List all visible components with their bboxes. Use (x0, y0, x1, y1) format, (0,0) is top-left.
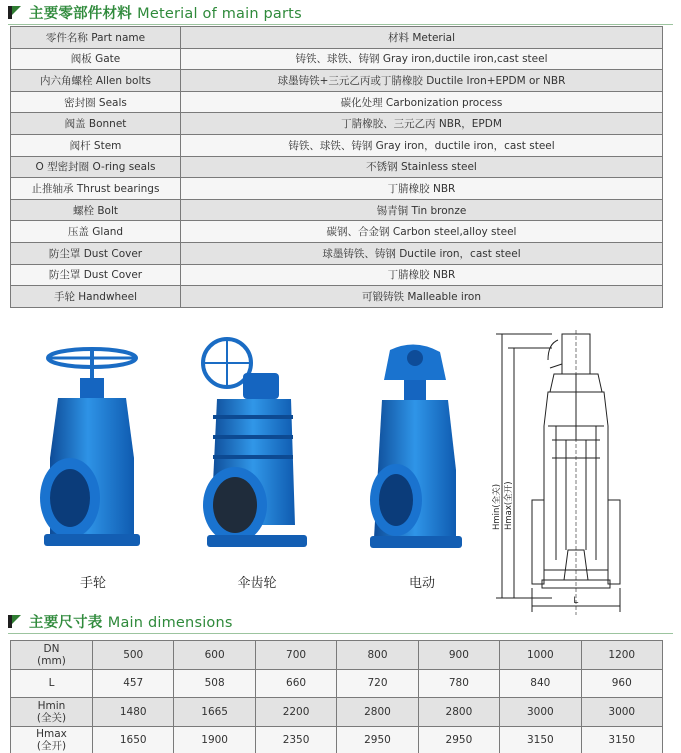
dimension-value-cell: 1480 (93, 698, 174, 727)
dimension-value-cell: 720 (337, 669, 418, 698)
table-header-row (11, 27, 663, 49)
material-cell: 丁腈橡胶 NBR (181, 178, 663, 200)
section-title-cn: 主要尺寸表 (29, 614, 103, 631)
material-cell: 丁腈橡胶、三元乙丙 NBR，EPDM (181, 113, 663, 135)
table-row (11, 199, 663, 221)
dimension-value-cell: 2350 (255, 726, 336, 753)
caption-bevel-gear: 伞齿轮 (237, 576, 277, 591)
section-divider (8, 24, 673, 25)
electric-valve-photo (360, 340, 470, 565)
material-cell: 碳化处理 Carbonization process (181, 91, 663, 113)
table-row (11, 669, 663, 698)
section-marker-icon (8, 615, 21, 628)
material-cell: 球墨铸铁、铸钢 Ductile iron，cast steel (181, 242, 663, 264)
material-cell: 丁腈橡胶 NBR (181, 264, 663, 286)
table-row (11, 264, 663, 286)
dimension-value-cell: 3150 (581, 726, 662, 753)
table-row (11, 641, 663, 670)
table-row (11, 70, 663, 92)
table-row (11, 156, 663, 178)
valve-technical-drawing (492, 330, 640, 615)
dimension-value-cell: 2800 (418, 698, 499, 727)
dimension-value-cell: 600 (174, 641, 255, 670)
table-row (11, 48, 663, 70)
handwheel-valve-photo (30, 338, 150, 563)
part-name-cell: 压盖 Gland (11, 221, 181, 243)
dimension-label-cell: L (11, 669, 93, 698)
dimension-value-cell: 960 (581, 669, 662, 698)
dimension-value-cell: 1200 (581, 641, 662, 670)
material-cell: 球墨铸铁+三元乙丙或丁腈橡胶 Ductile Iron+EPDM or NBR (181, 70, 663, 92)
dimension-value-cell: 2200 (255, 698, 336, 727)
dimension-value-cell: 508 (174, 669, 255, 698)
dimension-value-cell: 3000 (500, 698, 581, 727)
part-name-cell: 手轮 Handwheel (11, 286, 181, 308)
header-part: 零件名称 Part name (11, 27, 181, 49)
bevel-gear-valve-photo (195, 335, 315, 565)
part-name-cell: 内六角螺栓 Allen bolts (11, 70, 181, 92)
table-row (11, 242, 663, 264)
section-title-cn: 主要零部件材料 (29, 5, 132, 22)
dimension-value-cell: 2800 (337, 698, 418, 727)
part-name-cell: 密封圈 Seals (11, 91, 181, 113)
part-name-cell: 止推轴承 Thrust bearings (11, 178, 181, 200)
part-name-cell: 螺栓 Bolt (11, 199, 181, 221)
caption-handwheel: 手轮 (79, 576, 106, 591)
section-title-en: Meterial of main parts (137, 5, 302, 22)
part-name-cell: 阀杆 Stem (11, 134, 181, 156)
material-cell: 锡青铜 Tin bronze (181, 199, 663, 221)
dimension-value-cell: 660 (255, 669, 336, 698)
caption-electric: 电动 (408, 576, 435, 591)
dimension-value-cell: 1900 (174, 726, 255, 753)
section-title-materials (8, 2, 302, 22)
dimension-value-cell: 840 (500, 669, 581, 698)
dimension-value-cell: 900 (418, 641, 499, 670)
material-cell: 碳钢、合金钢 Carbon steel,alloy steel (181, 221, 663, 243)
part-name-cell: O 型密封圈 O-ring seals (11, 156, 181, 178)
dimension-value-cell: 800 (337, 641, 418, 670)
part-name-cell: 防尘罩 Dust Cover (11, 264, 181, 286)
material-cell: 可锻铸铁 Malleable iron (181, 286, 663, 308)
material-cell: 铸铁、球铁、铸钢 Gray iron，ductile iron，cast steel (181, 134, 663, 156)
dimension-label-cell: DN (mm) (11, 641, 93, 670)
table-row (11, 286, 663, 308)
dimension-value-cell: 1000 (500, 641, 581, 670)
table-row (11, 698, 663, 727)
part-name-cell: 阀板 Gate (11, 48, 181, 70)
dimension-value-cell: 2950 (337, 726, 418, 753)
drawing-hmin-label: Hmin(全关) (492, 483, 502, 530)
dimension-value-cell: 2950 (418, 726, 499, 753)
header-material: 材料 Meterial (181, 27, 663, 49)
dimension-value-cell: 1650 (93, 726, 174, 753)
section-title-en: Main dimensions (107, 614, 233, 631)
drawing-l-label: L (573, 595, 579, 605)
table-row (11, 178, 663, 200)
dimensions-table (10, 640, 663, 753)
part-name-cell: 防尘罩 Dust Cover (11, 242, 181, 264)
part-name-cell: 阀盖 Bonnet (11, 113, 181, 135)
dimension-value-cell: 780 (418, 669, 499, 698)
table-row (11, 726, 663, 753)
dimension-label-cell: Hmax (全开) (11, 726, 93, 753)
material-cell: 不锈钢 Stainless steel (181, 156, 663, 178)
table-row (11, 91, 663, 113)
dimension-value-cell: 1665 (174, 698, 255, 727)
dimension-label-cell: Hmin (全关) (11, 698, 93, 727)
dimension-value-cell: 457 (93, 669, 174, 698)
dimension-value-cell: 3150 (500, 726, 581, 753)
dimension-value-cell: 3000 (581, 698, 662, 727)
section-divider (8, 633, 673, 634)
table-row (11, 113, 663, 135)
dimension-value-cell: 500 (93, 641, 174, 670)
material-cell: 铸铁、球铁、铸钢 Gray iron,ductile iron,cast steel (181, 48, 663, 70)
table-row (11, 134, 663, 156)
section-marker-icon (8, 6, 21, 19)
table-row (11, 221, 663, 243)
materials-table (10, 26, 663, 308)
section-title-dimensions (8, 611, 233, 631)
drawing-hmax-label: Hmax(全开) (504, 481, 514, 530)
dimension-value-cell: 700 (255, 641, 336, 670)
